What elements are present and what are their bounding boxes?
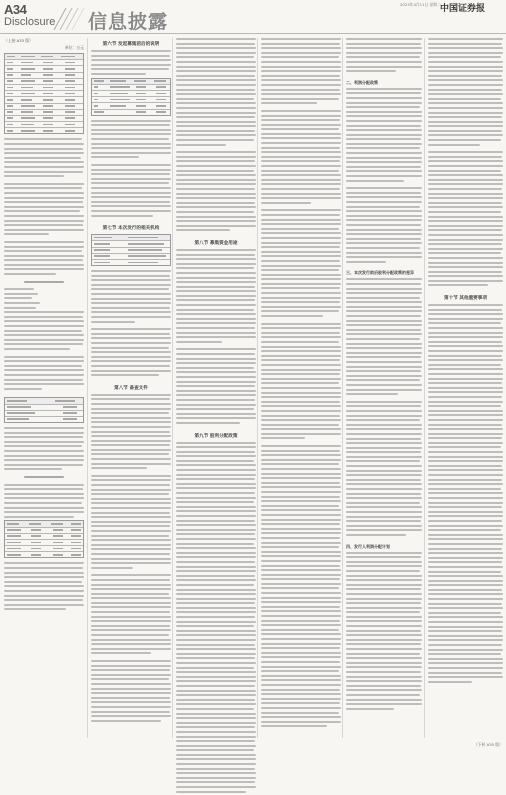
- section-name-en: Disclosure: [4, 16, 56, 28]
- decorative-lines-icon: [52, 4, 88, 32]
- section-heading: 第六节 发起募集前后的说明: [102, 42, 160, 47]
- data-table: [4, 397, 84, 423]
- subsection-heading: 三、本次发行前后股利分配政策的差异: [346, 270, 414, 276]
- section-heading: 第九节 股利分配政策: [194, 433, 238, 439]
- table-row: [92, 110, 170, 115]
- section-name-cn: 信息披露: [88, 11, 169, 33]
- text-column-1: [4, 38, 84, 613]
- page-code: A34: [4, 2, 27, 17]
- table-row: [5, 417, 83, 422]
- institutions-table: [91, 234, 171, 266]
- section-heading: 第八节 备查文件: [114, 385, 148, 391]
- text-column-3: [176, 38, 256, 795]
- section-heading: 第十节 其他重要事项: [444, 296, 487, 302]
- column-divider: [342, 38, 343, 738]
- text-column-6: [428, 38, 503, 685]
- newspaper-title: 中国证券报: [440, 4, 486, 14]
- column-divider: [172, 38, 173, 738]
- table-unit: 单位：万元: [65, 45, 84, 50]
- data-table: [91, 78, 171, 116]
- data-table: [4, 520, 84, 558]
- subsection-heading: 二、利润分配政策: [346, 79, 378, 85]
- financial-table: [4, 53, 84, 134]
- column-divider: [257, 38, 258, 738]
- issue-date: 2023年4月11日 星期二: [400, 2, 441, 7]
- continued-from-note: （上接 A33 版）: [4, 38, 33, 43]
- table-row: [92, 260, 170, 265]
- continued-to-note: （下转 A35 版）: [474, 742, 503, 747]
- text-column-5: [346, 38, 422, 712]
- column-divider: [87, 38, 88, 738]
- table-row: [5, 128, 83, 133]
- section-heading: 第八节 募集资金用途: [194, 240, 238, 246]
- table-row: [5, 552, 83, 557]
- subsection-heading: 四、发行人利润分配计划: [346, 543, 390, 549]
- column-divider: [424, 38, 425, 738]
- masthead-rule: [0, 33, 506, 34]
- page-masthead: [0, 0, 506, 36]
- section-heading: 第七节 本次发行的相关机构: [102, 226, 160, 232]
- text-column-4: [261, 38, 341, 730]
- text-column-2: [91, 38, 171, 724]
